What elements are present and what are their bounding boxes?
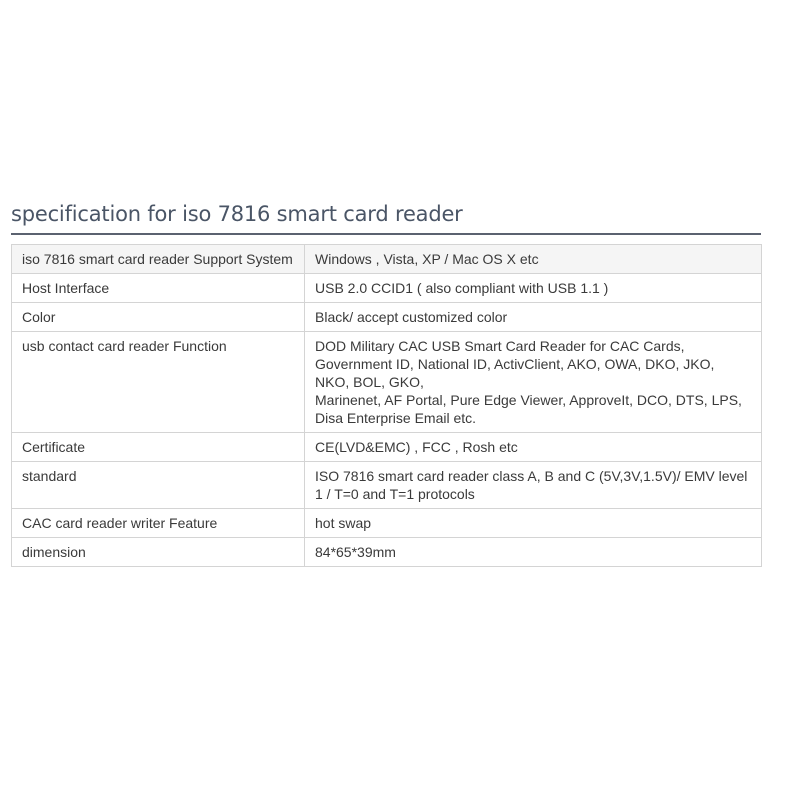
spec-value-line: USB 2.0 CCID1 ( also compliant with USB 1.1 ) bbox=[315, 280, 609, 296]
table-row bbox=[12, 433, 762, 462]
spec-label: Host Interface bbox=[12, 274, 305, 303]
spec-value-line: CE(LVD&EMC) , FCC , Rosh etc bbox=[315, 439, 518, 455]
spec-value-line: DOD Military CAC USB Smart Card Reader for CAC Cards, Government ID, National ID, ActivClient, AKO, OWA, DKO, JKO, NKO, BOL, GKO, bbox=[315, 338, 715, 390]
spec-value bbox=[305, 245, 762, 274]
table-row bbox=[12, 462, 762, 509]
spec-label: dimension bbox=[12, 538, 305, 567]
spec-label: usb contact card reader Function bbox=[12, 332, 305, 433]
spec-value-line: Windows , Vista, XP / Mac OS X etc bbox=[315, 251, 539, 267]
table-row bbox=[12, 274, 762, 303]
table-row bbox=[12, 245, 762, 274]
spec-value bbox=[305, 538, 762, 567]
spec-label: standard bbox=[12, 462, 305, 509]
spec-value-line: 84*65*39mm bbox=[315, 544, 396, 560]
spec-value bbox=[305, 433, 762, 462]
spec-value-line: Marinenet, AF Portal, Pure Edge Viewer, ApproveIt, DCO, DTS, LPS, Disa Enterprise Email etc. bbox=[315, 392, 742, 426]
spec-value-line: ISO 7816 smart card reader class A, B and C (5V,3V,1.5V)/ EMV level 1 / T=0 and T=1 protocols bbox=[315, 468, 748, 502]
spec-value-line: Black/ accept customized color bbox=[315, 309, 508, 325]
specification-section bbox=[11, 199, 761, 567]
spec-value bbox=[305, 509, 762, 538]
spec-value bbox=[305, 462, 762, 509]
spec-label: Color bbox=[12, 303, 305, 332]
table-row bbox=[12, 303, 762, 332]
spec-value-line: hot swap bbox=[315, 515, 372, 531]
spec-label: CAC card reader writer Feature bbox=[12, 509, 305, 538]
spec-value bbox=[305, 303, 762, 332]
table-row bbox=[12, 509, 762, 538]
section-heading: specification for iso 7816 smart card reader bbox=[11, 199, 761, 235]
spec-label: iso 7816 smart card reader Support System bbox=[12, 245, 305, 274]
table-row bbox=[12, 332, 762, 433]
spec-label: Certificate bbox=[12, 433, 305, 462]
spec-value bbox=[305, 332, 762, 433]
table-row bbox=[12, 538, 762, 567]
spec-table bbox=[11, 244, 762, 567]
spec-value bbox=[305, 274, 762, 303]
